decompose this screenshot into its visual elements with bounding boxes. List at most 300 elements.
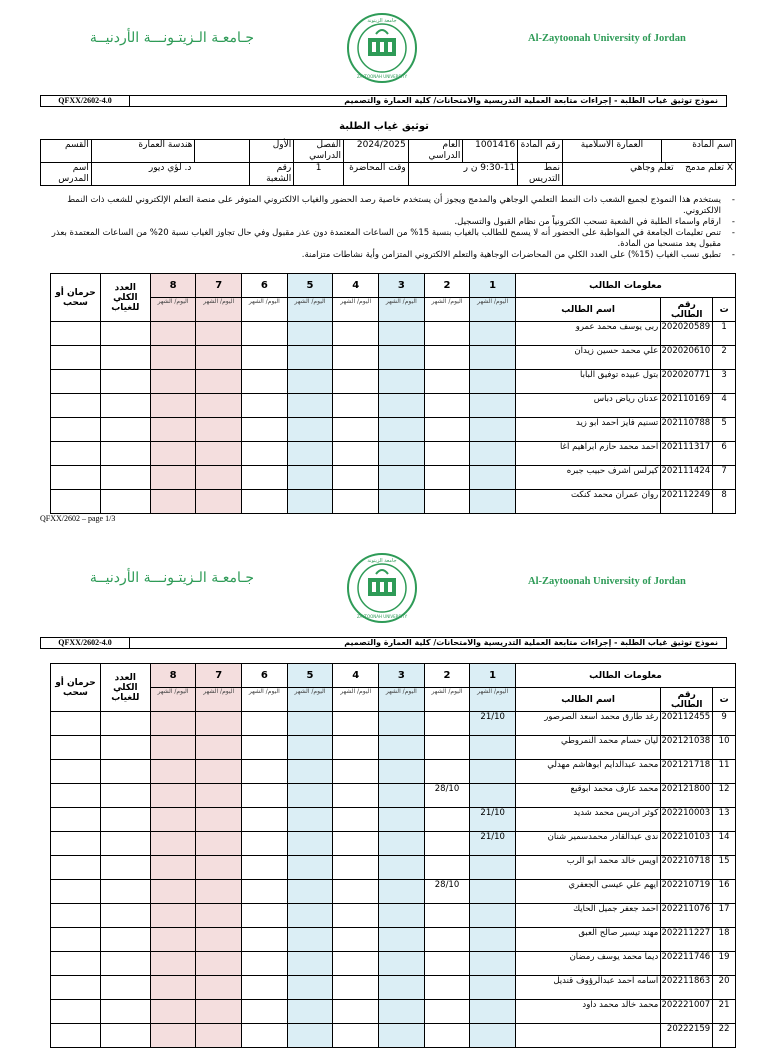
attendance-cell[interactable] (287, 784, 333, 808)
table-row (51, 904, 736, 928)
student-number: 202211076 (661, 904, 713, 928)
total-absence-cell[interactable] (100, 784, 150, 808)
attendance-cell[interactable] (150, 832, 196, 856)
attendance-cell[interactable] (287, 832, 333, 856)
attendance-cell[interactable] (242, 418, 288, 442)
attendance-cell[interactable]: 28/10 (424, 784, 470, 808)
total-absence-header: العدد الكلي للغياب (100, 664, 150, 712)
attendance-cell[interactable] (424, 712, 470, 736)
attendance-cell[interactable] (470, 736, 516, 760)
attendance-cell[interactable] (379, 760, 425, 784)
attendance-cell[interactable] (333, 1000, 379, 1024)
attendance-cell[interactable] (287, 394, 333, 418)
total-absence-cell[interactable] (100, 880, 150, 904)
attendance-cell[interactable] (333, 856, 379, 880)
attendance-cell[interactable] (470, 370, 516, 394)
student-name: كيرلس اشرف حبيب جبره (515, 466, 660, 490)
student-name: اويس خالد محمد ابو الرب (515, 856, 660, 880)
attendance-cell[interactable] (196, 490, 242, 514)
attendance-cell[interactable] (150, 370, 196, 394)
attendance-cell[interactable] (196, 346, 242, 370)
deprive-cell[interactable] (51, 418, 101, 442)
attendance-cell[interactable] (196, 904, 242, 928)
attendance-cell[interactable] (196, 736, 242, 760)
attendance-cell[interactable] (242, 370, 288, 394)
semester-label: الفصل الدراسي (294, 140, 344, 163)
deprive-cell[interactable] (51, 832, 101, 856)
row-index: 2 (713, 346, 736, 370)
attendance-cell[interactable] (150, 952, 196, 976)
attendance-cell[interactable] (424, 760, 470, 784)
day-month-header: اليوم/ الشهر (424, 298, 470, 322)
attendance-cell[interactable] (196, 1024, 242, 1048)
attendance-cell[interactable]: 28/10 (424, 880, 470, 904)
attendance-cell[interactable]: 21/10 (470, 832, 516, 856)
attendance-cell[interactable] (379, 904, 425, 928)
time-label: وقت المحاضرة (343, 163, 408, 186)
attendance-cell[interactable] (470, 490, 516, 514)
attendance-cell[interactable] (379, 832, 425, 856)
attendance-cell[interactable] (242, 736, 288, 760)
total-absence-cell[interactable] (100, 760, 150, 784)
attendance-cell[interactable] (150, 712, 196, 736)
attendance-cell[interactable] (333, 904, 379, 928)
attendance-cell[interactable] (333, 760, 379, 784)
attendance-cell[interactable] (196, 832, 242, 856)
table-row (51, 322, 736, 346)
week-6-header: 6 (242, 664, 288, 688)
attendance-cell[interactable] (196, 394, 242, 418)
total-absence-cell[interactable] (100, 370, 150, 394)
attendance-cell[interactable] (150, 1024, 196, 1048)
attendance-cell[interactable] (150, 928, 196, 952)
attendance-cell[interactable] (196, 976, 242, 1000)
attendance-cell[interactable] (424, 1000, 470, 1024)
attendance-cell[interactable] (242, 952, 288, 976)
attendance-cell[interactable] (150, 880, 196, 904)
row-index: 16 (713, 880, 736, 904)
table-row (51, 418, 736, 442)
week-5-header: 5 (287, 664, 333, 688)
attendance-cell[interactable] (333, 712, 379, 736)
attendance-cell[interactable] (150, 808, 196, 832)
attendance-cell[interactable] (150, 466, 196, 490)
attendance-cell[interactable] (424, 346, 470, 370)
attendance-cell[interactable] (424, 928, 470, 952)
attendance-cell[interactable] (150, 736, 196, 760)
attendance-cell[interactable] (379, 952, 425, 976)
deprive-cell[interactable] (51, 394, 101, 418)
attendance-cell[interactable] (379, 370, 425, 394)
attendance-cell[interactable] (424, 370, 470, 394)
student-name: محمد خالد محمد داود (515, 1000, 660, 1024)
total-absence-cell[interactable] (100, 1024, 150, 1048)
total-absence-cell[interactable] (100, 346, 150, 370)
attendance-cell[interactable] (196, 712, 242, 736)
week-1-header: 1 (470, 274, 516, 298)
attendance-cell[interactable] (287, 736, 333, 760)
student-name: كوثر ادريس محمد شديد (515, 808, 660, 832)
attendance-cell[interactable] (424, 322, 470, 346)
total-absence-cell[interactable] (100, 322, 150, 346)
attendance-cell[interactable] (470, 1024, 516, 1048)
table-row (51, 736, 736, 760)
course-name: العمارة الاسلامية (563, 140, 662, 163)
row-index: 9 (713, 712, 736, 736)
total-absence-cell[interactable] (100, 976, 150, 1000)
university-logo (346, 12, 418, 84)
attendance-cell[interactable] (424, 832, 470, 856)
attendance-cell[interactable] (424, 466, 470, 490)
attendance-cell[interactable] (242, 322, 288, 346)
attendance-cell[interactable] (196, 808, 242, 832)
attendance-cell[interactable] (242, 904, 288, 928)
attendance-cell[interactable] (379, 322, 425, 346)
total-absence-cell[interactable] (100, 1000, 150, 1024)
total-absence-cell[interactable] (100, 490, 150, 514)
attendance-cell[interactable] (150, 784, 196, 808)
attendance-cell[interactable] (242, 490, 288, 514)
week-7-header: 7 (196, 664, 242, 688)
note-item: - ارقام واسماء الطلبة في الشعبة تسحب الكترونياً من نظام القبول والتسجيل. (40, 217, 735, 228)
attendance-cell[interactable] (424, 490, 470, 514)
attendance-cell[interactable] (287, 928, 333, 952)
svg-text:جامعة الزيتونة: جامعة الزيتونة (367, 18, 397, 24)
attendance-cell[interactable] (470, 418, 516, 442)
attendance-cell[interactable] (333, 322, 379, 346)
attendance-cell[interactable] (196, 466, 242, 490)
attendance-cell[interactable] (196, 322, 242, 346)
attendance-cell[interactable] (242, 832, 288, 856)
attendance-cell[interactable] (242, 346, 288, 370)
attendance-cell[interactable] (196, 856, 242, 880)
attendance-cell[interactable] (150, 904, 196, 928)
note-item: - تطبق نسب الغياب (15%) على العدد الكلي من المحاضرات الوجاهية والتعلم الالكتروني المتزامن وأية نشاطات متزامنة. (40, 250, 735, 261)
attendance-cell[interactable] (470, 760, 516, 784)
student-number: 202020589 (661, 322, 713, 346)
attendance-cell[interactable] (424, 952, 470, 976)
day-month-header: اليوم/ الشهر (287, 298, 333, 322)
svg-text:جامعة الزيتونة: جامعة الزيتونة (367, 558, 397, 564)
table-row (51, 490, 736, 514)
deprive-cell[interactable] (51, 712, 101, 736)
deprive-cell[interactable] (51, 976, 101, 1000)
student-number: 202121800 (661, 784, 713, 808)
attendance-cell[interactable] (242, 442, 288, 466)
total-absence-cell[interactable] (100, 418, 150, 442)
week-4-header: 4 (333, 664, 379, 688)
attendance-cell[interactable] (379, 736, 425, 760)
attendance-cell[interactable] (150, 418, 196, 442)
student-number: 202121718 (661, 760, 713, 784)
attendance-cell[interactable] (333, 490, 379, 514)
attendance-cell[interactable] (242, 1000, 288, 1024)
attendance-cell[interactable] (242, 808, 288, 832)
student-number: 202110788 (661, 418, 713, 442)
deprive-cell[interactable] (51, 370, 101, 394)
attendance-cell[interactable] (470, 928, 516, 952)
attendance-cell[interactable] (470, 784, 516, 808)
deprive-cell[interactable] (51, 322, 101, 346)
attendance-cell[interactable] (150, 442, 196, 466)
attendance-cell[interactable] (196, 760, 242, 784)
attendance-cell[interactable] (379, 1000, 425, 1024)
row-index: 17 (713, 904, 736, 928)
attendance-cell[interactable] (242, 928, 288, 952)
instructions-list (40, 195, 735, 261)
attendance-cell[interactable] (470, 880, 516, 904)
attendance-cell[interactable] (379, 712, 425, 736)
attendance-cell[interactable] (470, 856, 516, 880)
attendance-cell[interactable] (287, 904, 333, 928)
attendance-cell[interactable] (424, 418, 470, 442)
week-1-header: 1 (470, 664, 516, 688)
deprive-cell[interactable] (51, 1000, 101, 1024)
deprive-cell[interactable] (51, 856, 101, 880)
attendance-cell[interactable] (470, 952, 516, 976)
attendance-cell[interactable] (379, 442, 425, 466)
total-absence-cell[interactable] (100, 856, 150, 880)
attendance-cell[interactable] (287, 712, 333, 736)
attendance-cell[interactable] (150, 856, 196, 880)
attendance-cell[interactable] (333, 784, 379, 808)
attendance-cell[interactable] (470, 1000, 516, 1024)
attendance-cell[interactable] (379, 880, 425, 904)
attendance-cell[interactable] (287, 880, 333, 904)
attendance-cell[interactable] (196, 442, 242, 466)
attendance-cell[interactable] (287, 370, 333, 394)
student-number: 202020610 (661, 346, 713, 370)
attendance-cell[interactable] (287, 442, 333, 466)
attendance-cell[interactable] (196, 1000, 242, 1024)
university-logo (346, 552, 418, 624)
attendance-cell[interactable] (287, 346, 333, 370)
attendance-cell[interactable] (379, 856, 425, 880)
attendance-cell[interactable] (333, 832, 379, 856)
attendance-cell[interactable] (333, 466, 379, 490)
attendance-cell[interactable] (333, 442, 379, 466)
attendance-cell[interactable] (470, 442, 516, 466)
attendance-cell[interactable] (470, 466, 516, 490)
attendance-cell[interactable] (333, 736, 379, 760)
table-row (51, 1000, 736, 1024)
day-month-header: اليوم/ الشهر (242, 688, 288, 712)
attendance-cell[interactable] (287, 760, 333, 784)
total-absence-cell[interactable] (100, 808, 150, 832)
attendance-cell[interactable] (287, 1024, 333, 1048)
row-index: 20 (713, 976, 736, 1000)
deprive-header: حرمان أو سحب (51, 274, 101, 322)
attendance-cell[interactable]: 21/10 (470, 808, 516, 832)
document-title: توثيق غياب الطلبة (339, 121, 429, 132)
attendance-cell[interactable] (424, 976, 470, 1000)
student-number: 202112249 (661, 490, 713, 514)
attendance-cell[interactable] (424, 1024, 470, 1048)
deprive-cell[interactable] (51, 904, 101, 928)
attendance-cell[interactable] (379, 808, 425, 832)
attendance-cell[interactable] (287, 322, 333, 346)
attendance-cell[interactable] (196, 370, 242, 394)
attendance-cell[interactable] (196, 880, 242, 904)
total-absence-cell[interactable] (100, 712, 150, 736)
attendance-cell[interactable] (287, 856, 333, 880)
attendance-cell[interactable] (242, 394, 288, 418)
attendance-cell[interactable] (333, 418, 379, 442)
attendance-cell[interactable] (424, 904, 470, 928)
row-index: 12 (713, 784, 736, 808)
deprive-cell[interactable] (51, 490, 101, 514)
table-row (51, 856, 736, 880)
day-month-header: اليوم/ الشهر (333, 688, 379, 712)
attendance-cell[interactable] (424, 394, 470, 418)
attendance-cell[interactable] (379, 418, 425, 442)
attendance-cell[interactable] (287, 1000, 333, 1024)
attendance-cell[interactable] (150, 760, 196, 784)
total-absence-cell[interactable] (100, 832, 150, 856)
row-index: 22 (713, 1024, 736, 1048)
table-row (51, 832, 736, 856)
total-absence-cell[interactable] (100, 736, 150, 760)
deprive-cell[interactable] (51, 760, 101, 784)
attendance-cell[interactable] (333, 952, 379, 976)
attendance-cell[interactable] (287, 418, 333, 442)
student-number: 202211746 (661, 952, 713, 976)
attendance-cell[interactable] (287, 808, 333, 832)
attendance-cell[interactable] (150, 490, 196, 514)
attendance-cell[interactable] (242, 712, 288, 736)
attendance-cell[interactable] (333, 394, 379, 418)
deprive-cell[interactable] (51, 928, 101, 952)
attendance-cell[interactable] (379, 976, 425, 1000)
attendance-cell[interactable] (242, 976, 288, 1000)
attendance-cell[interactable] (150, 976, 196, 1000)
week-8-header: 8 (150, 274, 196, 298)
table-row (51, 466, 736, 490)
attendance-cell[interactable] (150, 322, 196, 346)
mode-label: نمط التدريس (518, 163, 563, 186)
attendance-cell[interactable] (242, 880, 288, 904)
attendance-cell[interactable] (242, 784, 288, 808)
total-absence-cell[interactable] (100, 928, 150, 952)
deprive-cell[interactable] (51, 952, 101, 976)
form-title: نموذج توثيق غياب الطلبة - إجراءات متابعة العملية التدريسية والامتحانات/ كلية العمارة والتصميم (344, 638, 718, 647)
department: هندسة العمارة (91, 140, 195, 163)
attendance-cell[interactable] (287, 490, 333, 514)
deprive-cell[interactable] (51, 880, 101, 904)
attendance-cell[interactable] (196, 928, 242, 952)
deprive-cell[interactable] (51, 736, 101, 760)
attendance-cell[interactable] (287, 466, 333, 490)
day-month-header: اليوم/ الشهر (196, 688, 242, 712)
attendance-cell[interactable] (242, 1024, 288, 1048)
student-name: ربى يوسف محمد عمرو (515, 322, 660, 346)
total-absence-cell[interactable] (100, 466, 150, 490)
attendance-cell[interactable] (424, 808, 470, 832)
attendance-cell[interactable] (470, 322, 516, 346)
table-row (51, 442, 736, 466)
deprive-cell[interactable] (51, 808, 101, 832)
attendance-cell[interactable] (470, 346, 516, 370)
attendance-cell[interactable] (379, 466, 425, 490)
attendance-cell[interactable] (242, 760, 288, 784)
attendance-cell[interactable] (333, 808, 379, 832)
page-footer: QFXX/2602 – page 1/3 (40, 514, 116, 523)
attendance-cell[interactable] (424, 442, 470, 466)
row-index: 1 (713, 322, 736, 346)
student-number: 202121038 (661, 736, 713, 760)
attendance-cell[interactable] (379, 394, 425, 418)
week-6-header: 6 (242, 274, 288, 298)
total-absence-cell[interactable] (100, 442, 150, 466)
total-absence-cell[interactable] (100, 904, 150, 928)
deprive-cell[interactable] (51, 1024, 101, 1048)
instructor-name: د. لؤي ديور (91, 163, 249, 186)
attendance-cell[interactable] (287, 976, 333, 1000)
year: 2024/2025 (343, 140, 408, 163)
attendance-cell[interactable] (424, 736, 470, 760)
table-row (51, 760, 736, 784)
deprive-cell[interactable] (51, 466, 101, 490)
row-index: 5 (713, 418, 736, 442)
day-month-header: اليوم/ الشهر (242, 298, 288, 322)
attendance-cell[interactable] (333, 370, 379, 394)
attendance-cell[interactable] (242, 466, 288, 490)
attendance-cell[interactable] (150, 346, 196, 370)
attendance-cell[interactable] (333, 880, 379, 904)
deprive-cell[interactable] (51, 442, 101, 466)
deprive-cell[interactable] (51, 784, 101, 808)
student-name: ديما محمد يوسف رمضان (515, 952, 660, 976)
attendance-cell[interactable] (333, 346, 379, 370)
attendance-cell[interactable] (333, 976, 379, 1000)
attendance-cell[interactable] (470, 904, 516, 928)
attendance-cell[interactable] (379, 784, 425, 808)
attendance-cell[interactable]: 21/10 (470, 712, 516, 736)
attendance-cell[interactable] (242, 856, 288, 880)
total-absence-header: العدد الكلي للغياب (100, 274, 150, 322)
total-absence-cell[interactable] (100, 394, 150, 418)
student-name: علي محمد حسين زيدان (515, 346, 660, 370)
attendance-cell[interactable] (379, 1024, 425, 1048)
deprive-cell[interactable] (51, 346, 101, 370)
student-number: 202210103 (661, 832, 713, 856)
attendance-cell[interactable] (196, 418, 242, 442)
attendance-cell[interactable] (379, 928, 425, 952)
university-name-english: Al-Zaytoonah University of Jordan (528, 576, 686, 587)
student-name: عدنان رياض دباس (515, 394, 660, 418)
attendance-cell[interactable] (470, 976, 516, 1000)
attendance-cell[interactable] (470, 394, 516, 418)
day-month-header: اليوم/ الشهر (424, 688, 470, 712)
year-label: العام الدراسي (408, 140, 463, 163)
table-row (51, 952, 736, 976)
attendance-cell[interactable] (379, 490, 425, 514)
attendance-cell[interactable] (333, 928, 379, 952)
attendance-cell[interactable] (424, 856, 470, 880)
attendance-cell[interactable] (333, 1024, 379, 1048)
attendance-cell[interactable] (287, 952, 333, 976)
student-name-header: اسم الطالب (515, 688, 660, 712)
attendance-cell[interactable] (196, 784, 242, 808)
attendance-cell[interactable] (150, 394, 196, 418)
student-no-header: رقم الطالب (661, 688, 713, 712)
attendance-cell[interactable] (196, 952, 242, 976)
week-2-header: 2 (424, 664, 470, 688)
attendance-cell[interactable] (379, 346, 425, 370)
day-month-header: اليوم/ الشهر (379, 298, 425, 322)
total-absence-cell[interactable] (100, 952, 150, 976)
attendance-cell[interactable] (150, 1000, 196, 1024)
